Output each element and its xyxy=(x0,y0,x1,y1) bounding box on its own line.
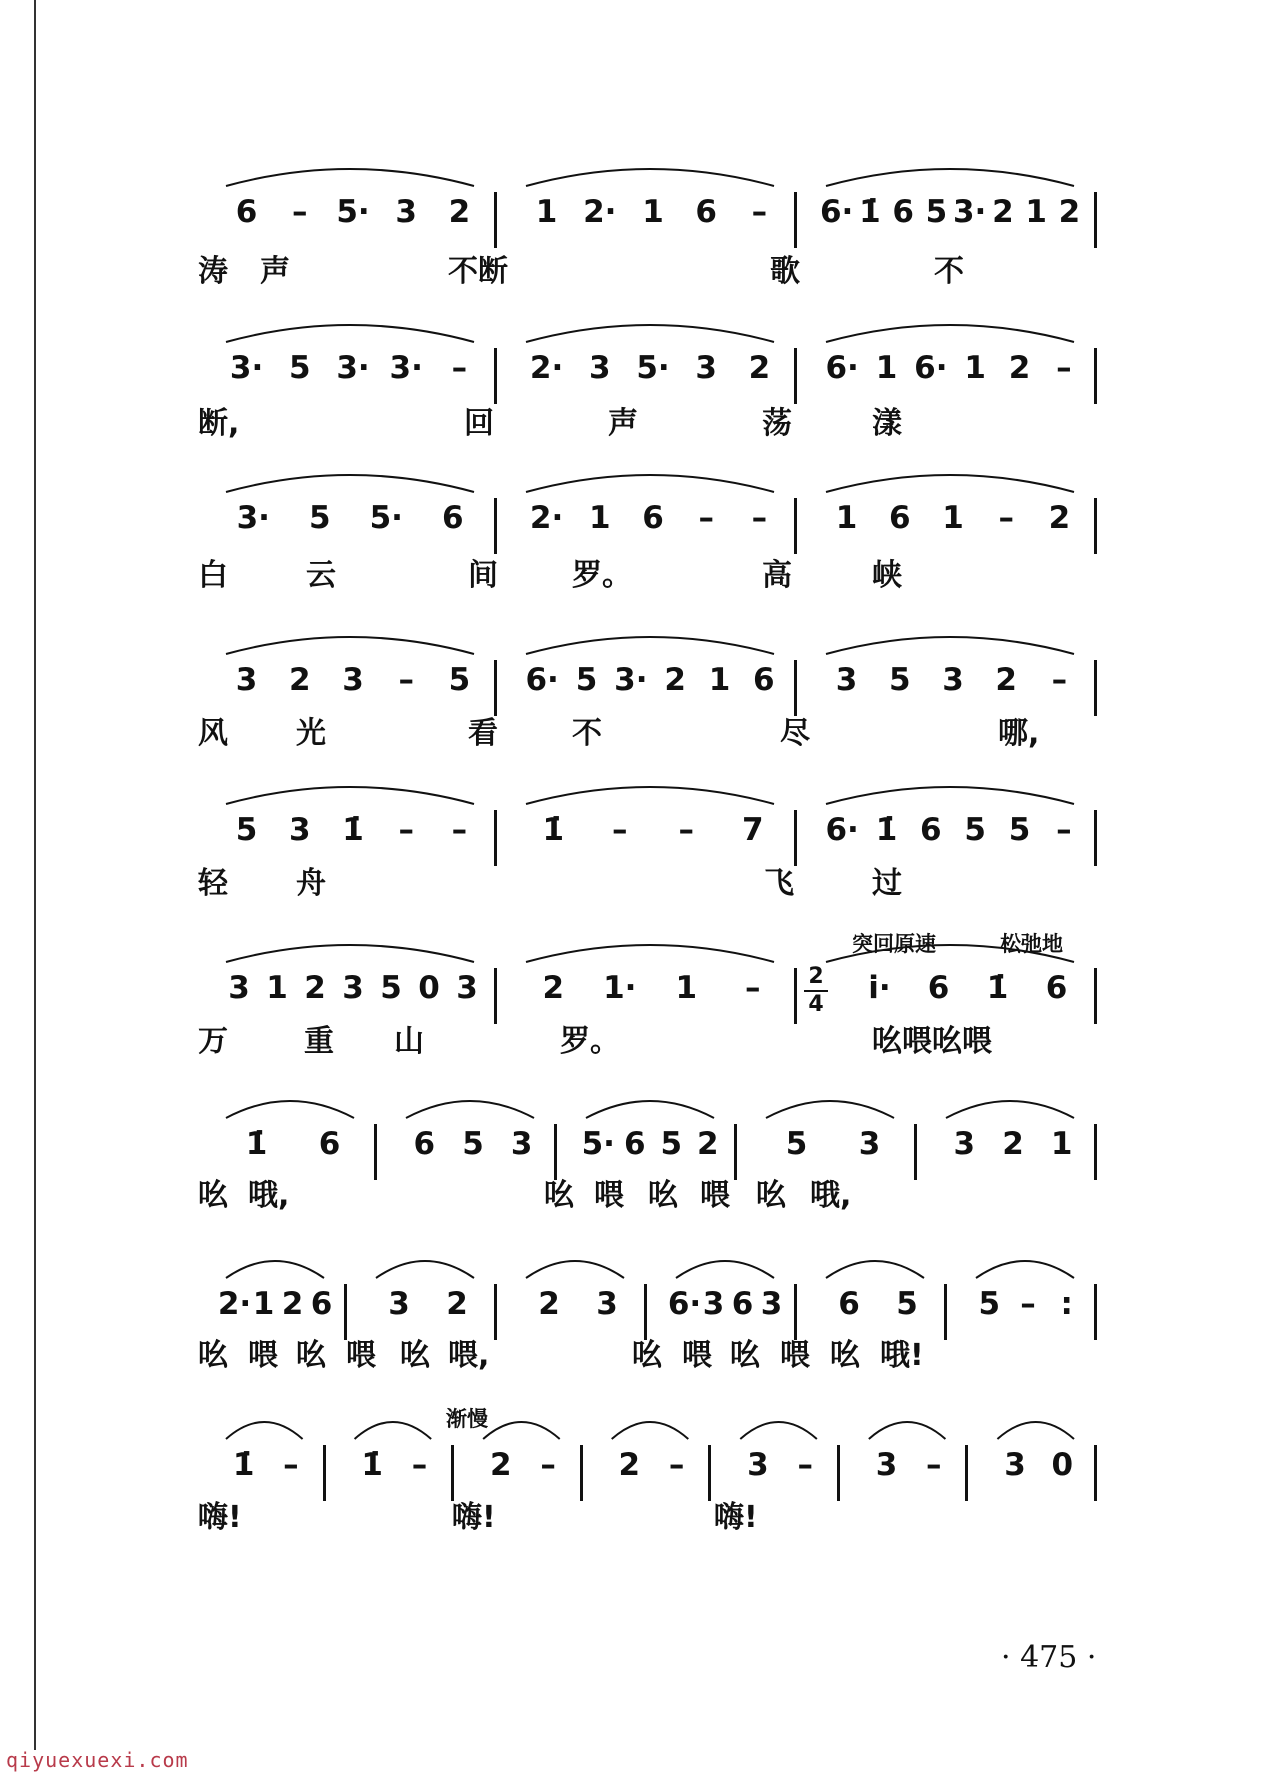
note: 1 xyxy=(535,194,558,230)
note: 2 xyxy=(1008,350,1031,386)
note: 3 xyxy=(235,662,258,698)
note: 6 xyxy=(695,194,717,230)
slur xyxy=(586,1101,714,1118)
note: 1 xyxy=(964,350,986,386)
watermark: qiyuexuexi.com xyxy=(6,1748,189,1772)
note: 2 xyxy=(664,662,686,698)
lyric-syllable: 罗。 xyxy=(572,558,632,593)
note: 6 xyxy=(642,500,664,536)
note: 3 xyxy=(702,1286,725,1322)
lyric-syllable: 吆 xyxy=(756,1178,786,1213)
note: 3 xyxy=(942,662,964,698)
note: – xyxy=(1056,812,1072,848)
note: 5 xyxy=(1008,812,1031,848)
lyric-syllable: 不 xyxy=(572,716,602,751)
note: 2· xyxy=(529,500,564,536)
note: 3 xyxy=(875,1447,898,1483)
note: 3 xyxy=(456,970,478,1006)
note: 3 xyxy=(953,1126,976,1162)
note: 3 xyxy=(510,1126,533,1162)
note: 2 xyxy=(538,1286,560,1322)
note: 5 xyxy=(964,812,986,848)
lyric-syllable: 不 xyxy=(934,254,964,289)
note: 0 xyxy=(418,970,440,1006)
note: 5· xyxy=(369,500,403,536)
note: – xyxy=(451,350,468,386)
slur xyxy=(226,1261,324,1278)
lyric-syllable: 涛 xyxy=(198,254,228,289)
note: 1 xyxy=(875,350,898,386)
tempo-marking: 松弛地 xyxy=(1000,932,1063,956)
note: 5· xyxy=(581,1126,615,1162)
lyric-syllable: 吆 xyxy=(730,1338,760,1373)
slur xyxy=(869,1422,946,1439)
lyric-syllable: 嗨! xyxy=(198,1500,242,1535)
note: 2 xyxy=(489,1447,512,1483)
lyric-syllable: 声 xyxy=(608,406,638,441)
note: 1̇ xyxy=(232,1447,255,1483)
slur xyxy=(826,945,1074,962)
note: – xyxy=(998,500,1014,536)
note: 2 xyxy=(1058,194,1081,230)
note: 6· xyxy=(525,662,559,698)
slur xyxy=(997,1422,1074,1439)
slur xyxy=(376,1261,474,1278)
slur xyxy=(766,1101,894,1118)
note: 1 xyxy=(1050,1126,1073,1162)
lyric-syllable: 看 xyxy=(468,716,498,751)
note: 1· xyxy=(603,970,637,1006)
note: – xyxy=(751,194,768,230)
note: – xyxy=(926,1447,942,1483)
note: 6· xyxy=(825,350,859,386)
lyric-syllable: 喂, xyxy=(448,1338,490,1373)
note: i· xyxy=(868,970,891,1006)
note: – xyxy=(1056,350,1072,386)
lyric-syllable: 荡 xyxy=(762,406,792,441)
slur xyxy=(826,475,1074,492)
lyric-syllable: 尽 xyxy=(780,716,810,751)
lyric-syllable: 过 xyxy=(872,866,902,901)
note: : xyxy=(1060,1286,1073,1322)
note: 5 xyxy=(978,1286,1001,1322)
page-number: · 475 · xyxy=(1001,1640,1097,1675)
note: 3 xyxy=(747,1447,769,1483)
slur xyxy=(355,1422,432,1439)
note: 6 xyxy=(753,662,775,698)
note: 5 xyxy=(462,1126,484,1162)
note: – xyxy=(283,1447,299,1483)
note: – xyxy=(398,662,414,698)
note: 1 xyxy=(266,970,288,1006)
note: 6· xyxy=(825,812,859,848)
note: 3· xyxy=(336,350,370,386)
note: 6 xyxy=(1045,970,1068,1006)
note: 6 xyxy=(441,500,464,536)
slur xyxy=(740,1422,817,1439)
tempo-marking: 渐慢 xyxy=(446,1407,488,1431)
note: 5 xyxy=(575,662,598,698)
note: 3 xyxy=(596,1286,618,1322)
lyric-syllable: 吆 xyxy=(648,1178,678,1213)
note: 6· xyxy=(667,1286,702,1322)
note: 3 xyxy=(858,1126,881,1162)
note: 2 xyxy=(446,1286,468,1322)
note: 3 xyxy=(388,1286,410,1322)
slur xyxy=(226,325,474,342)
note: 3 xyxy=(342,662,364,698)
note: 1̇ xyxy=(875,812,898,848)
note: – xyxy=(1051,662,1068,698)
note: 6 xyxy=(920,812,942,848)
time-signature-bottom: 4 xyxy=(808,992,824,1017)
note: 1̇ xyxy=(859,194,881,230)
note: 3 xyxy=(589,350,611,386)
note: – xyxy=(745,970,761,1006)
slur xyxy=(826,637,1074,654)
note: 2 xyxy=(992,194,1014,230)
note: 2 xyxy=(1002,1126,1024,1162)
lyric-syllable: 吆 xyxy=(400,1338,430,1373)
lyric-syllable: 喂 xyxy=(682,1338,712,1373)
lyric-syllable: 峡 xyxy=(872,558,902,593)
note: 1̇ xyxy=(542,812,565,848)
note: – xyxy=(411,1447,428,1483)
lyric-syllable: 云 xyxy=(306,558,336,593)
note: 2 xyxy=(618,1447,641,1483)
note: – xyxy=(292,194,308,230)
lyric-syllable: 吆 xyxy=(198,1338,228,1373)
note: 3 xyxy=(395,194,417,230)
note: 2 xyxy=(289,662,311,698)
note: 6 xyxy=(235,194,258,230)
slur xyxy=(976,1261,1074,1278)
note: 2· xyxy=(583,194,617,230)
slur xyxy=(526,169,774,186)
slur xyxy=(406,1101,534,1118)
slur xyxy=(226,169,474,186)
lyric-syllable: 高 xyxy=(762,558,792,593)
lyric-syllable: 白 xyxy=(198,558,228,593)
lyric-syllable: 喂 xyxy=(248,1338,278,1373)
note: 3 xyxy=(289,812,311,848)
note: 5· xyxy=(636,350,670,386)
note: 1 xyxy=(708,662,731,698)
lyric-syllable: 风 xyxy=(198,716,228,751)
lyric-syllable: 舟 xyxy=(296,866,326,901)
note: 5 xyxy=(889,662,911,698)
note: 3 xyxy=(695,350,717,386)
note: 1 xyxy=(642,194,664,230)
note: 3· xyxy=(614,662,648,698)
lyric-syllable: 吆 xyxy=(544,1178,574,1213)
lyric-syllable: 回 xyxy=(464,406,494,441)
lyric-syllable: 罗。 xyxy=(560,1024,620,1059)
note: 1 xyxy=(675,970,698,1006)
note: 5 xyxy=(925,194,948,230)
slur xyxy=(483,1422,560,1439)
slur xyxy=(526,1261,624,1278)
note: 1 xyxy=(835,500,858,536)
lyric-syllable: 万 xyxy=(198,1024,228,1059)
slur xyxy=(526,325,774,342)
slur xyxy=(676,1261,774,1278)
note: 1̇ xyxy=(342,812,364,848)
note: 3· xyxy=(229,350,264,386)
note: – xyxy=(678,812,694,848)
note: 5 xyxy=(660,1126,683,1162)
lyric-syllable: 喂 xyxy=(700,1178,730,1213)
note: 3 xyxy=(1004,1447,1026,1483)
lyric-syllable: 嗨! xyxy=(452,1500,496,1535)
note: 5 xyxy=(308,500,331,536)
lyric-syllable: 哦, xyxy=(248,1178,290,1213)
note: 6 xyxy=(892,194,914,230)
slur xyxy=(826,325,1074,342)
note: – xyxy=(797,1447,813,1483)
slur xyxy=(526,787,774,804)
lyric-syllable: 歌 xyxy=(770,254,800,289)
note: 1 xyxy=(1025,194,1047,230)
note: 3 xyxy=(760,1286,783,1322)
slur xyxy=(826,1261,924,1278)
lyric-syllable: 不断 xyxy=(448,254,508,289)
lyric-syllable: 声 xyxy=(260,254,290,289)
note: 1 xyxy=(589,500,611,536)
lyric-syllable: 吆 xyxy=(198,1178,228,1213)
note: 7 xyxy=(741,812,764,848)
note: 1 xyxy=(252,1286,275,1322)
note: 2· xyxy=(529,350,564,386)
slur xyxy=(946,1101,1074,1118)
note: 5 xyxy=(235,812,258,848)
lyric-syllable: 山 xyxy=(394,1024,424,1059)
note: 3· xyxy=(952,194,987,230)
lyric-syllable: 漾 xyxy=(872,406,902,441)
note: 2 xyxy=(1048,500,1071,536)
note: 2 xyxy=(748,350,771,386)
lyric-syllable: 喂 xyxy=(346,1338,376,1373)
slur xyxy=(826,787,1074,804)
note: – xyxy=(1020,1286,1036,1322)
note: 2 xyxy=(995,662,1017,698)
note: – xyxy=(751,500,768,536)
lyric-syllable: 光 xyxy=(296,716,326,751)
note: 3 xyxy=(342,970,364,1006)
note: 6 xyxy=(731,1286,754,1322)
time-signature-top: 2 xyxy=(808,964,824,989)
note: 1̇ xyxy=(361,1447,383,1483)
slur xyxy=(826,169,1074,186)
slur xyxy=(226,787,474,804)
note: 1̇ xyxy=(245,1126,268,1162)
note: 6 xyxy=(838,1286,860,1322)
note: 6· xyxy=(914,350,948,386)
note: – xyxy=(451,812,468,848)
note: 3 xyxy=(228,970,250,1006)
lyric-syllable: 哪, xyxy=(998,716,1040,751)
lyric-syllable: 喂 xyxy=(594,1178,624,1213)
note: 3· xyxy=(389,350,423,386)
slur xyxy=(526,637,774,654)
lyric-syllable: 重 xyxy=(304,1024,334,1059)
note: 2 xyxy=(542,970,565,1006)
slur xyxy=(612,1422,689,1439)
note: – xyxy=(540,1447,556,1483)
note: 6 xyxy=(413,1126,436,1162)
note: 5 xyxy=(448,662,471,698)
note: – xyxy=(398,812,414,848)
slur xyxy=(526,475,774,492)
note: 6 xyxy=(318,1126,341,1162)
note: 2 xyxy=(696,1126,719,1162)
note: 1 xyxy=(942,500,964,536)
note: 6 xyxy=(310,1286,333,1322)
note: – xyxy=(668,1447,685,1483)
note: 6· xyxy=(819,194,854,230)
slur xyxy=(226,945,474,962)
note: 5 xyxy=(896,1286,918,1322)
note: 5· xyxy=(336,194,370,230)
note: 5 xyxy=(380,970,402,1006)
note: 5 xyxy=(785,1126,808,1162)
note: 6 xyxy=(927,970,950,1006)
note: 6 xyxy=(889,500,911,536)
lyric-syllable: 间 xyxy=(468,558,498,593)
lyric-syllable: 哦, xyxy=(810,1178,852,1213)
lyric-syllable: 飞 xyxy=(764,866,794,901)
lyric-syllable: 嗨! xyxy=(714,1500,758,1535)
lyric-syllable: 吆 xyxy=(296,1338,326,1373)
lyric-syllable: 轻 xyxy=(198,866,228,901)
slur xyxy=(226,1101,354,1118)
slur xyxy=(526,945,774,962)
lyric-syllable: 哦! xyxy=(880,1338,924,1373)
lyric-syllable: 吆 xyxy=(632,1338,662,1373)
lyric-syllable: 吆 xyxy=(830,1338,860,1373)
note: 0 xyxy=(1051,1447,1074,1483)
note: 2· xyxy=(217,1286,252,1322)
slur xyxy=(226,1422,303,1439)
note: – xyxy=(698,500,714,536)
slur xyxy=(226,475,474,492)
note: 2 xyxy=(304,970,326,1006)
note: 5 xyxy=(289,350,311,386)
lyric-syllable: 吆喂吆喂 xyxy=(872,1024,992,1059)
note: 1̇ xyxy=(986,970,1009,1006)
lyric-syllable: 喂 xyxy=(780,1338,810,1373)
note: 6 xyxy=(623,1126,646,1162)
slur xyxy=(226,637,474,654)
note: 2 xyxy=(281,1286,304,1322)
note: 3 xyxy=(835,662,858,698)
lyric-syllable: 断, xyxy=(198,406,240,441)
note: 2 xyxy=(448,194,471,230)
tempo-marking: 突回原速 xyxy=(852,932,936,956)
note: 3· xyxy=(236,500,270,536)
note: – xyxy=(612,812,628,848)
